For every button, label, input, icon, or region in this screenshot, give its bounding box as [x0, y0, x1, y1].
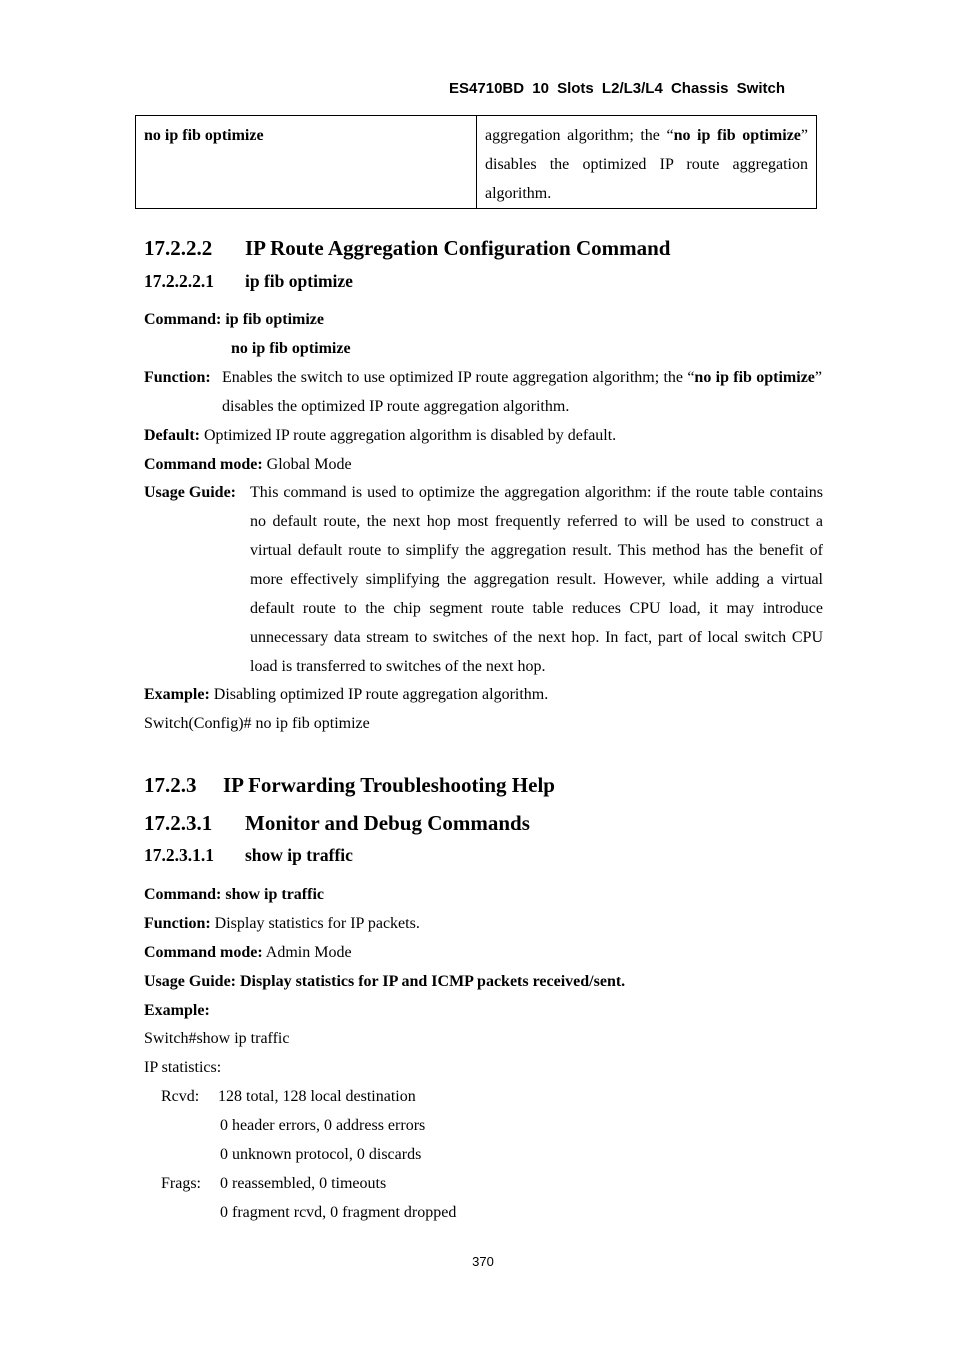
function-label: Function: — [144, 369, 211, 386]
command-line: Command: show ip traffic — [144, 886, 324, 903]
output-line: Switch#show ip traffic — [144, 1030, 290, 1047]
section-title: show ip traffic — [245, 845, 353, 865]
mode-label: Command mode: — [144, 944, 263, 961]
section-title: Monitor and Debug Commands — [245, 811, 530, 835]
output-line: 0 unknown protocol, 0 discards — [220, 1146, 422, 1163]
section-number: 17.2.3 — [144, 773, 197, 797]
section-number: 17.2.2.2 — [144, 236, 213, 260]
desc-text-bold: no ip fib optimize — [673, 127, 801, 144]
section-heading-17-2-2-2 — [144, 236, 670, 261]
command-line — [144, 310, 324, 330]
table-cell-command: no ip fib optimize — [136, 116, 477, 209]
output-line: 0 header errors, 0 address errors — [220, 1117, 426, 1134]
table-cell-description — [477, 116, 817, 209]
section-heading-17-2-3-1-1 — [144, 845, 353, 866]
example-label: Example: — [144, 686, 210, 703]
usage-label: Usage Guide: — [144, 484, 236, 501]
function-label: Function: — [144, 915, 211, 932]
command-line-2: no ip fib optimize — [231, 340, 351, 357]
function-text: Display statistics for IP packets. — [214, 915, 420, 932]
rcvd-label: Rcvd: — [161, 1088, 200, 1105]
section-number: 17.2.2.2.1 — [144, 271, 214, 291]
section-number: 17.2.3.1.1 — [144, 845, 214, 865]
example-text: Disabling optimized IP route aggregation algorithm. — [213, 686, 549, 703]
desc-text-pre: aggregation algorithm; the “ — [485, 127, 674, 144]
output-line: 0 fragment rcvd, 0 fragment dropped — [220, 1204, 457, 1221]
mode-label: Command mode: — [144, 456, 263, 473]
function-text-bold: no ip fib optimize — [694, 369, 815, 386]
section-title: IP Forwarding Troubleshooting Help — [223, 773, 555, 797]
function-text-post: ” disables the optimized IP route aggregation algorithm. — [222, 369, 823, 415]
section-heading-17-2-3 — [144, 773, 555, 798]
mode-text: Global Mode — [266, 456, 352, 473]
command-label: Command: — [144, 311, 222, 328]
mode-line — [144, 455, 352, 475]
function-text — [222, 363, 822, 421]
table-row — [136, 116, 817, 209]
output-line: 0 reassembled, 0 timeouts — [220, 1175, 387, 1192]
default-text: Optimized IP route aggregation algorithm is disabled by default. — [203, 427, 617, 444]
example-line — [144, 685, 548, 705]
output-line: IP statistics: — [144, 1059, 222, 1076]
section-title: IP Route Aggregation Configuration Command — [245, 236, 671, 260]
function-line — [144, 914, 420, 934]
mode-line — [144, 943, 352, 963]
default-line — [144, 426, 616, 446]
section-number: 17.2.3.1 — [144, 811, 213, 835]
example-label: Example: — [144, 1002, 210, 1019]
frags-label: Frags: — [161, 1175, 201, 1192]
page-number: 370 — [472, 1254, 494, 1269]
command-text: ip fib optimize — [225, 311, 325, 328]
function-text-pre: Enables the switch to use optimized IP route aggregation algorithm; the “ — [222, 369, 695, 386]
section-heading-17-2-3-1 — [144, 811, 530, 836]
section-heading-17-2-2-2-1 — [144, 271, 353, 292]
usage-text: This command is used to optimize the aggregation algorithm: if the route table contains no default route, the next hop most frequently referred to will be used to construct a virtual default route to simplify the aggregation result. This method has the benefit of more effectively simplifying the aggregation result. However, while adding a virtual default route to the chip segment route table reduces CPU load, it may introduce unnecessary data stream to switches of the next hop. In fact, part of local switch CPU load is transferred to switches of the next hop. — [250, 484, 823, 675]
default-label: Default: — [144, 427, 200, 444]
example-command: Switch(Config)# no ip fib optimize — [144, 715, 370, 732]
section-title: ip fib optimize — [245, 271, 353, 291]
command-table — [135, 115, 817, 209]
desc-text-post: ” disables the optimized IP route aggregation algorithm. — [485, 127, 809, 202]
mode-text: Admin Mode — [265, 944, 352, 961]
usage-line: Usage Guide: Display statistics for IP and ICMP packets received/sent. — [144, 973, 626, 990]
page-header-title: ES4710BD 10 Slots L2/L3/L4 Chassis Switch — [449, 80, 785, 97]
output-line: 128 total, 128 local destination — [218, 1088, 416, 1105]
